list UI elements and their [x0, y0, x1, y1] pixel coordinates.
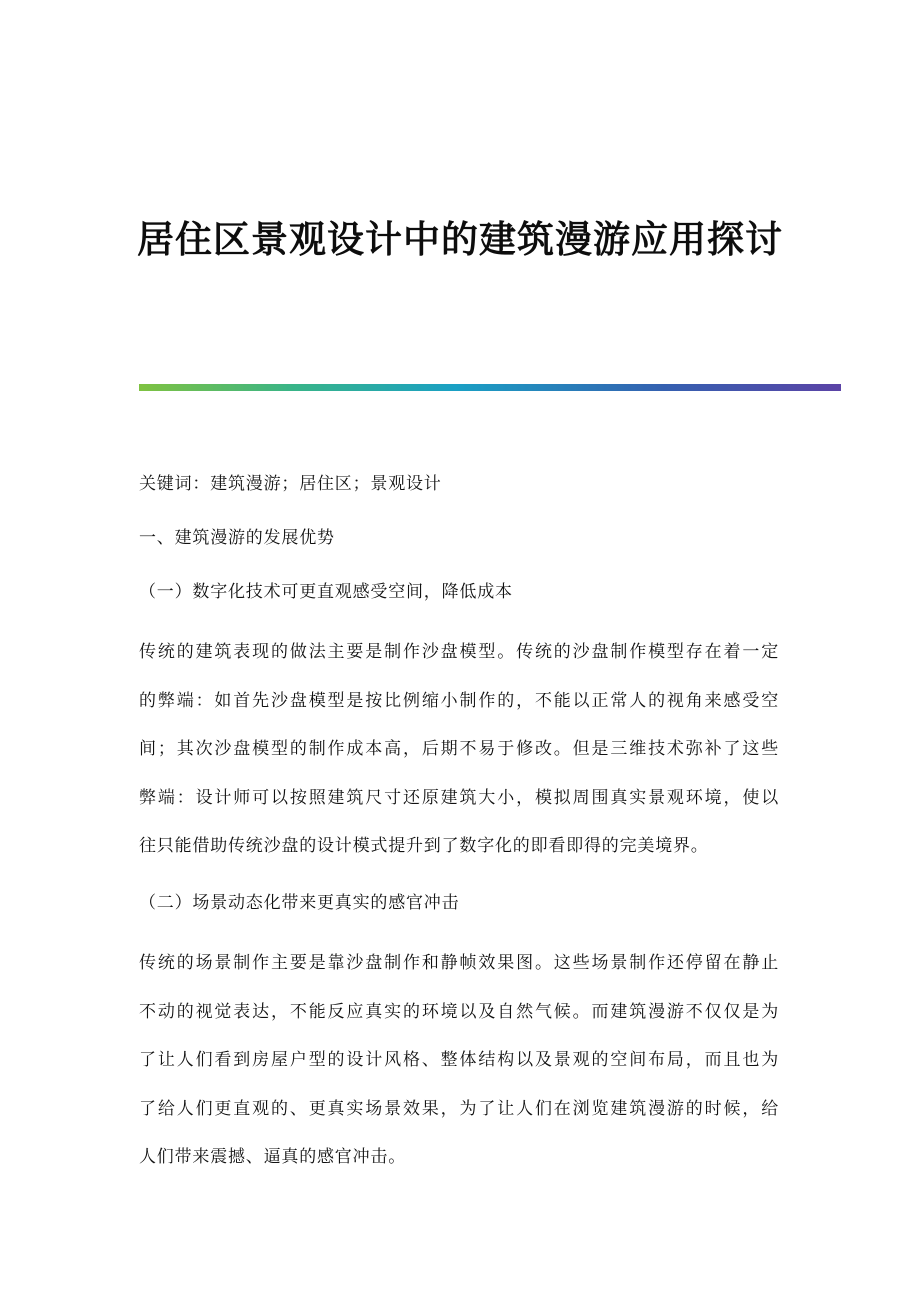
paragraph-line: 传统的场景制作主要是靠沙盘制作和静帧效果图。这些场景制作还停留在静止	[139, 952, 779, 973]
document-title: 居住区景观设计中的建筑漫游应用探讨	[137, 217, 783, 261]
paragraph-line: 人们带来震撼、逼真的感官冲击。	[139, 1147, 406, 1168]
keywords-line: 关键词：建筑漫游；居住区；景观设计	[139, 474, 442, 494]
subsection-heading-2: （二）场景动态化带来更真实的感官冲击	[139, 892, 460, 913]
paragraph-line: 不动的视觉表达，不能反应真实的环境以及自然气候。而建筑漫游不仅仅是为	[139, 1001, 779, 1022]
paragraph-line: 了让人们看到房屋户型的设计风格、整体结构以及景观的空间布局，而且也为	[139, 1050, 779, 1071]
paragraph-line: 往只能借助传统沙盘的设计模式提升到了数字化的即看即得的完美境界。	[139, 836, 709, 857]
paragraph-line: 间；其次沙盘模型的制作成本高，后期不易于修改。但是三维技术弥补了这些	[139, 739, 779, 760]
document-body	[139, 466, 779, 1196]
title-divider	[139, 384, 841, 391]
paragraph-2	[139, 939, 779, 1182]
subsection-heading-1: （一）数字化技术可更直观感受空间，降低成本	[139, 582, 513, 602]
section-heading-1: 一、建筑漫游的发展优势	[139, 528, 335, 548]
paragraph-line: 传统的建筑表现的做法主要是制作沙盘模型。传统的沙盘制作模型存在着一定	[139, 642, 779, 662]
paragraph-line: 的弊端：如首先沙盘模型是按比例缩小制作的，不能以正常人的视角来感受空	[139, 690, 779, 711]
paragraph-1	[139, 628, 779, 871]
paragraph-line: 了给人们更直观的、更真实场景效果，为了让人们在浏览建筑漫游的时候，给	[139, 1098, 779, 1119]
paragraph-line: 弊端：设计师可以按照建筑尺寸还原建筑大小，模拟周围真实景观环境，使以	[139, 787, 779, 808]
